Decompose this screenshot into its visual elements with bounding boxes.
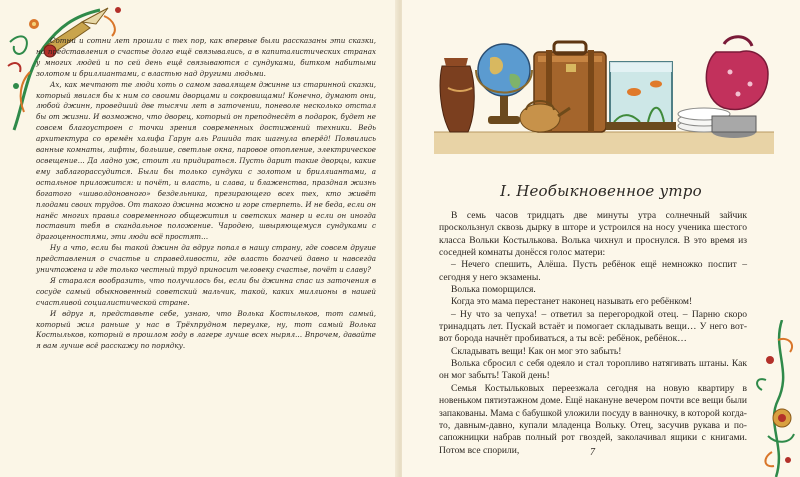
left-page-text — [36, 36, 376, 352]
right-page-text — [439, 210, 747, 457]
paragraph: Ну а что, если бы такой джинн да вдруг попал в нашу страну, где совсем другие представления о счастье и справедливости, где власть богачей давно и навсегда уничтожена и где только честный труд приносит человеку счастье, почёт и славу? — [36, 243, 376, 275]
floral-ornament-icon — [752, 320, 800, 477]
paragraph: Я старался вообразить, что получилось бы, если бы джинна спас из заточения в сосуде самый обыкновенный советский мальчик, такой, каких миллионы в нашей счастливой социалистической стране. — [36, 275, 376, 307]
chapter-title: I. Необыкновенное утро — [500, 182, 702, 200]
paragraph: Складывать вещи! Как он мог это забыть! — [451, 345, 622, 357]
paragraph: Волька сбросил с себя одеяло и стал торопливо натягивать штаны. Как он мог забыть! Такой день! — [439, 358, 747, 382]
paragraph: – Ну что за чепуха! – ответил за перегородкой отец. – Парню скоро тринадцать лет. Пускай встаёт и помогает складывать вещи… У него вот-вот борода начнёт пробиваться, а ты всё: ребёнок, ребёнок… — [439, 308, 747, 345]
paragraph: – Нечего спешить, Алёша. Пусть ребёнок ещё немножко поспит – сегодня у него экзамены. — [439, 259, 747, 283]
paragraph: Сотни и сотни лет прошли с тех пор, как впервые были рассказаны эти сказки, но представления о счастье долго ещё связывались, а в капиталистических странах у многих людей и по сей день ещё связываются с сундуками, битком набитыми золотом и бриллиантами, с властью над другими людьми. — [36, 36, 376, 78]
paragraph: Когда это мама перестанет наконец называть его ребёнком! — [451, 296, 693, 308]
paragraph: И вдруг я, представьте себе, узнаю, что Волька Костыльков, тот самый, который жил раньше у нас в Трёхпрудном переулке, ну, тот самый Волька Костыльков, который в прошлом году в лагере лучше всех нырял… Впрочем, давайте я вам лучше всё расскажу по порядку. — [36, 308, 376, 351]
left-page — [0, 0, 398, 477]
paragraph: В семь часов тридцать две минуты утра солнечный зайчик проскользнул сквозь дырку в шторе и устроился на носу ученика шестого класса Вольки Костылькова. Волька чихнул и проснулся. В это время из соседней комнаты донёсся голос матери: — [439, 210, 747, 259]
page-number: 7 — [590, 447, 595, 458]
paragraph: Семья Костыльковых переезжала сегодня на новую квартиру в новеньком пятиэтажном доме. Ещё накануне вечером почти все вещи были запакованы. Мама с бабушкой уложили посуду в ванночку, в которой когда-то, давным-давно, купали младенца Вольку. Отец, засучив рукава и по-сапожницки набрав полный рот гвоздей, заколачивал ящики с книгами. Потом все спорили, — [439, 382, 747, 456]
moving-items-illustration — [434, 4, 774, 154]
paragraph: Волька поморщился. — [451, 284, 536, 296]
paragraph: Ах, как мечтают те люди хоть о самом завалящем джинне из старинной сказки, который явился бы к ним со своими дворцами и сокровищами! Конечно, думают они, любой джинн, проведший две тысячи лет в заточении, поневоле несколько отстал бы от жизни. И возможно, что дворец, который он преподнесёт в подарок, будет не совсем благоустроен с точки зрения современных достижений техники. Ведь архитектура со времён халифа Гарун аль Рашида так шагнула вперёд! Появились ванные комнаты, лифты, большие, светлые окна, паровое отопление, электрическое освещение… Да ладно уж, стоит ли придираться. Пусть дарит такие дворцы, какие ему заблагорассудится. Были бы только сундуки с золотом и бриллиантами, а остальное приложится: и почёт, и власть, и слава, и блаженства, праздная жизнь богатого «шиволдоновного» бездельника, презирающего всех тех, кто живёт плодами своих трудов. От такого джинна можно и горе стерпеть. И не беда, если он нанёс многих правил современного общежития и светских манер и если он иногда поставит тебя в скандальное положение. Чародею, швыряющемуся сундуками с драгоценностями, эти люди всё простят… — [36, 79, 376, 242]
